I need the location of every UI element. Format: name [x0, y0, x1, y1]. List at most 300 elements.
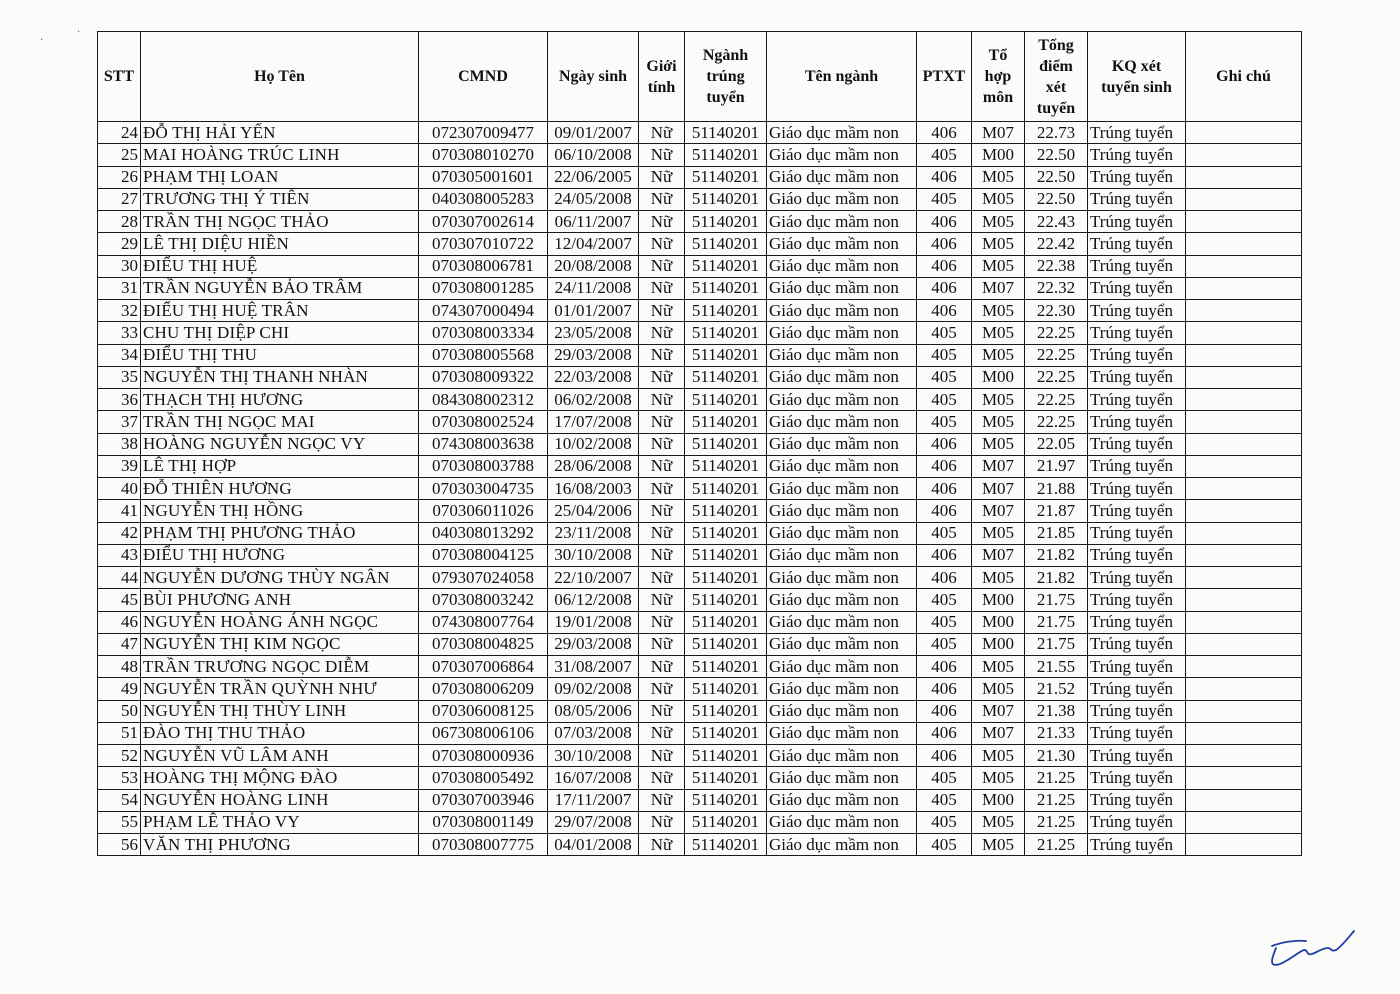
note-cell	[1186, 389, 1302, 411]
note-cell	[1186, 144, 1302, 166]
result-cell: Trúng tuyển	[1088, 611, 1186, 633]
note-cell	[1186, 433, 1302, 455]
total-score-cell: 21.82	[1025, 567, 1088, 589]
header-ghi-chu: Ghi chú	[1186, 32, 1302, 122]
cmnd-cell: 070307002614	[419, 211, 548, 233]
cmnd-cell: 070306011026	[419, 500, 548, 522]
total-score-cell: 22.25	[1025, 389, 1088, 411]
stt-cell: 52	[98, 745, 141, 767]
stt-cell: 32	[98, 300, 141, 322]
total-score-cell: 22.73	[1025, 122, 1088, 144]
name-cell: NGUYỄN THỊ HỒNG	[141, 500, 419, 522]
major-name-cell: Giáo dục mầm non	[767, 300, 917, 322]
birthdate-cell: 01/01/2007	[548, 300, 639, 322]
cmnd-cell: 070307003946	[419, 789, 548, 811]
subject-combo-cell: M07	[972, 722, 1025, 744]
note-cell	[1186, 522, 1302, 544]
result-cell: Trúng tuyển	[1088, 567, 1186, 589]
subject-combo-cell: M05	[972, 656, 1025, 678]
gender-cell: Nữ	[639, 745, 685, 767]
gender-cell: Nữ	[639, 122, 685, 144]
header-nganh-trung-tuyen: Ngành trúng tuyển	[685, 32, 767, 122]
gender-cell: Nữ	[639, 366, 685, 388]
note-cell	[1186, 633, 1302, 655]
major-name-cell: Giáo dục mầm non	[767, 455, 917, 477]
ptxt-cell: 405	[917, 322, 972, 344]
note-cell	[1186, 589, 1302, 611]
total-score-cell: 21.25	[1025, 811, 1088, 833]
name-cell: ĐIỂU THỊ HUỆ TRÂN	[141, 300, 419, 322]
birthdate-cell: 31/08/2007	[548, 656, 639, 678]
cmnd-cell: 070308006209	[419, 678, 548, 700]
subject-combo-cell: M07	[972, 544, 1025, 566]
note-cell	[1186, 188, 1302, 210]
note-cell	[1186, 567, 1302, 589]
note-cell	[1186, 544, 1302, 566]
name-cell: ĐIỂU THỊ HUỆ	[141, 255, 419, 277]
stt-cell: 37	[98, 411, 141, 433]
birthdate-cell: 09/01/2007	[548, 122, 639, 144]
note-cell	[1186, 411, 1302, 433]
birthdate-cell: 25/04/2006	[548, 500, 639, 522]
table-row	[98, 166, 1302, 188]
total-score-cell: 22.50	[1025, 144, 1088, 166]
note-cell	[1186, 834, 1302, 856]
subject-combo-cell: M07	[972, 700, 1025, 722]
note-cell	[1186, 500, 1302, 522]
name-cell: HOÀNG THỊ MỘNG ĐÀO	[141, 767, 419, 789]
birthdate-cell: 23/11/2008	[548, 522, 639, 544]
stt-cell: 54	[98, 789, 141, 811]
major-name-cell: Giáo dục mầm non	[767, 277, 917, 299]
subject-combo-cell: M05	[972, 233, 1025, 255]
table-row	[98, 144, 1302, 166]
table-row	[98, 589, 1302, 611]
total-score-cell: 22.30	[1025, 300, 1088, 322]
table-row	[98, 344, 1302, 366]
major-name-cell: Giáo dục mầm non	[767, 611, 917, 633]
major-name-cell: Giáo dục mầm non	[767, 633, 917, 655]
stt-cell: 27	[98, 188, 141, 210]
note-cell	[1186, 678, 1302, 700]
name-cell: ĐỖ THỊ HẢI YẾN	[141, 122, 419, 144]
header-ngay-sinh: Ngày sinh	[548, 32, 639, 122]
note-cell	[1186, 478, 1302, 500]
table-row	[98, 611, 1302, 633]
birthdate-cell: 24/11/2008	[548, 277, 639, 299]
note-cell	[1186, 611, 1302, 633]
ptxt-cell: 405	[917, 589, 972, 611]
note-cell	[1186, 455, 1302, 477]
major-code-cell: 51140201	[685, 767, 767, 789]
table-row	[98, 522, 1302, 544]
major-name-cell: Giáo dục mầm non	[767, 344, 917, 366]
note-cell	[1186, 233, 1302, 255]
major-code-cell: 51140201	[685, 411, 767, 433]
header-kq-xet-tuyen: KQ xét tuyển sinh	[1088, 32, 1186, 122]
table-row	[98, 478, 1302, 500]
birthdate-cell: 12/04/2007	[548, 233, 639, 255]
cmnd-cell: 040308013292	[419, 522, 548, 544]
table-row	[98, 433, 1302, 455]
birthdate-cell: 17/07/2008	[548, 411, 639, 433]
cmnd-cell: 070308005568	[419, 344, 548, 366]
table-row	[98, 255, 1302, 277]
stt-cell: 26	[98, 166, 141, 188]
subject-combo-cell: M05	[972, 433, 1025, 455]
major-name-cell: Giáo dục mầm non	[767, 389, 917, 411]
ptxt-cell: 406	[917, 233, 972, 255]
major-name-cell: Giáo dục mầm non	[767, 433, 917, 455]
gender-cell: Nữ	[639, 277, 685, 299]
header-ptxt: PTXT	[917, 32, 972, 122]
birthdate-cell: 16/07/2008	[548, 767, 639, 789]
birthdate-cell: 29/03/2008	[548, 633, 639, 655]
total-score-cell: 21.30	[1025, 745, 1088, 767]
major-name-cell: Giáo dục mầm non	[767, 834, 917, 856]
major-name-cell: Giáo dục mầm non	[767, 789, 917, 811]
major-code-cell: 51140201	[685, 678, 767, 700]
gender-cell: Nữ	[639, 722, 685, 744]
name-cell: PHẠM LÊ THẢO VY	[141, 811, 419, 833]
note-cell	[1186, 700, 1302, 722]
major-code-cell: 51140201	[685, 656, 767, 678]
note-cell	[1186, 255, 1302, 277]
birthdate-cell: 04/01/2008	[548, 834, 639, 856]
stt-cell: 29	[98, 233, 141, 255]
birthdate-cell: 19/01/2008	[548, 611, 639, 633]
gender-cell: Nữ	[639, 233, 685, 255]
result-cell: Trúng tuyển	[1088, 188, 1186, 210]
table-row	[98, 834, 1302, 856]
result-cell: Trúng tuyển	[1088, 344, 1186, 366]
name-cell: NGUYỄN VŨ LÂM ANH	[141, 745, 419, 767]
name-cell: NGUYỄN THỊ THANH NHÀN	[141, 366, 419, 388]
table-row	[98, 188, 1302, 210]
header-gioi-tinh: Giới tính	[639, 32, 685, 122]
major-code-cell: 51140201	[685, 122, 767, 144]
gender-cell: Nữ	[639, 767, 685, 789]
subject-combo-cell: M07	[972, 478, 1025, 500]
total-score-cell: 21.82	[1025, 544, 1088, 566]
major-name-cell: Giáo dục mầm non	[767, 322, 917, 344]
stt-cell: 43	[98, 544, 141, 566]
stt-cell: 31	[98, 277, 141, 299]
subject-combo-cell: M00	[972, 144, 1025, 166]
subject-combo-cell: M05	[972, 834, 1025, 856]
result-cell: Trúng tuyển	[1088, 656, 1186, 678]
major-code-cell: 51140201	[685, 433, 767, 455]
header-ten-nganh: Tên ngành	[767, 32, 917, 122]
major-code-cell: 51140201	[685, 233, 767, 255]
result-cell: Trúng tuyển	[1088, 300, 1186, 322]
header-to-hop-mon: Tổ hợp môn	[972, 32, 1025, 122]
major-code-cell: 51140201	[685, 611, 767, 633]
major-name-cell: Giáo dục mầm non	[767, 166, 917, 188]
total-score-cell: 22.25	[1025, 411, 1088, 433]
result-cell: Trúng tuyển	[1088, 455, 1186, 477]
name-cell: TRẦN NGUYỄN BẢO TRÂM	[141, 277, 419, 299]
ptxt-cell: 406	[917, 455, 972, 477]
table-row	[98, 411, 1302, 433]
major-code-cell: 51140201	[685, 344, 767, 366]
gender-cell: Nữ	[639, 656, 685, 678]
birthdate-cell: 22/10/2007	[548, 567, 639, 589]
result-cell: Trúng tuyển	[1088, 500, 1186, 522]
total-score-cell: 21.25	[1025, 834, 1088, 856]
birthdate-cell: 22/03/2008	[548, 366, 639, 388]
stt-cell: 42	[98, 522, 141, 544]
subject-combo-cell: M05	[972, 567, 1025, 589]
major-name-cell: Giáo dục mầm non	[767, 544, 917, 566]
ptxt-cell: 406	[917, 122, 972, 144]
birthdate-cell: 20/08/2008	[548, 255, 639, 277]
gender-cell: Nữ	[639, 389, 685, 411]
cmnd-cell: 070308003242	[419, 589, 548, 611]
cmnd-cell: 070307006864	[419, 656, 548, 678]
total-score-cell: 21.25	[1025, 767, 1088, 789]
gender-cell: Nữ	[639, 789, 685, 811]
stt-cell: 41	[98, 500, 141, 522]
stt-cell: 51	[98, 722, 141, 744]
gender-cell: Nữ	[639, 500, 685, 522]
subject-combo-cell: M07	[972, 122, 1025, 144]
gender-cell: Nữ	[639, 344, 685, 366]
gender-cell: Nữ	[639, 522, 685, 544]
table-row	[98, 811, 1302, 833]
name-cell: MAI HOÀNG TRÚC LINH	[141, 144, 419, 166]
note-cell	[1186, 211, 1302, 233]
ptxt-cell: 406	[917, 700, 972, 722]
ptxt-cell: 406	[917, 255, 972, 277]
ptxt-cell: 406	[917, 722, 972, 744]
cmnd-cell: 074308007764	[419, 611, 548, 633]
major-code-cell: 51140201	[685, 745, 767, 767]
major-name-cell: Giáo dục mầm non	[767, 188, 917, 210]
birthdate-cell: 30/10/2008	[548, 745, 639, 767]
birthdate-cell: 06/02/2008	[548, 389, 639, 411]
ptxt-cell: 405	[917, 144, 972, 166]
stt-cell: 25	[98, 144, 141, 166]
gender-cell: Nữ	[639, 144, 685, 166]
table-row	[98, 389, 1302, 411]
stt-cell: 30	[98, 255, 141, 277]
stt-cell: 49	[98, 678, 141, 700]
major-code-cell: 51140201	[685, 567, 767, 589]
major-name-cell: Giáo dục mầm non	[767, 122, 917, 144]
subject-combo-cell: M05	[972, 211, 1025, 233]
major-code-cell: 51140201	[685, 500, 767, 522]
birthdate-cell: 22/06/2005	[548, 166, 639, 188]
stt-cell: 48	[98, 656, 141, 678]
major-code-cell: 51140201	[685, 455, 767, 477]
subject-combo-cell: M05	[972, 767, 1025, 789]
birthdate-cell: 29/07/2008	[548, 811, 639, 833]
subject-combo-cell: M05	[972, 522, 1025, 544]
total-score-cell: 21.85	[1025, 522, 1088, 544]
note-cell	[1186, 745, 1302, 767]
subject-combo-cell: M00	[972, 589, 1025, 611]
note-cell	[1186, 366, 1302, 388]
name-cell: TRƯƠNG THỊ Ý TIÊN	[141, 188, 419, 210]
gender-cell: Nữ	[639, 811, 685, 833]
major-name-cell: Giáo dục mầm non	[767, 478, 917, 500]
ptxt-cell: 406	[917, 211, 972, 233]
name-cell: ĐIỂU THỊ HƯƠNG	[141, 544, 419, 566]
stt-cell: 28	[98, 211, 141, 233]
total-score-cell: 22.05	[1025, 433, 1088, 455]
name-cell: NGUYỄN THỊ THÙY LINH	[141, 700, 419, 722]
stt-cell: 56	[98, 834, 141, 856]
result-cell: Trúng tuyển	[1088, 789, 1186, 811]
result-cell: Trúng tuyển	[1088, 366, 1186, 388]
table-row	[98, 745, 1302, 767]
subject-combo-cell: M05	[972, 322, 1025, 344]
cmnd-cell: 070308001285	[419, 277, 548, 299]
cmnd-cell: 070303004735	[419, 478, 548, 500]
cmnd-cell: 079307024058	[419, 567, 548, 589]
gender-cell: Nữ	[639, 166, 685, 188]
stt-cell: 50	[98, 700, 141, 722]
name-cell: TRẦN THỊ NGỌC MAI	[141, 411, 419, 433]
major-name-cell: Giáo dục mầm non	[767, 567, 917, 589]
table-row	[98, 122, 1302, 144]
birthdate-cell: 08/05/2006	[548, 700, 639, 722]
name-cell: VĂN THỊ PHƯƠNG	[141, 834, 419, 856]
major-name-cell: Giáo dục mầm non	[767, 656, 917, 678]
birthdate-cell: 10/02/2008	[548, 433, 639, 455]
header-stt: STT	[98, 32, 141, 122]
subject-combo-cell: M07	[972, 500, 1025, 522]
total-score-cell: 21.25	[1025, 789, 1088, 811]
header-row	[98, 32, 1302, 122]
total-score-cell: 21.55	[1025, 656, 1088, 678]
stt-cell: 46	[98, 611, 141, 633]
ptxt-cell: 405	[917, 767, 972, 789]
major-name-cell: Giáo dục mầm non	[767, 366, 917, 388]
major-code-cell: 51140201	[685, 322, 767, 344]
stt-cell: 44	[98, 567, 141, 589]
major-code-cell: 51140201	[685, 544, 767, 566]
note-cell	[1186, 322, 1302, 344]
name-cell: TRẦN THỊ NGỌC THẢO	[141, 211, 419, 233]
table-row	[98, 722, 1302, 744]
note-cell	[1186, 811, 1302, 833]
major-code-cell: 51140201	[685, 389, 767, 411]
result-cell: Trúng tuyển	[1088, 478, 1186, 500]
ptxt-cell: 405	[917, 366, 972, 388]
stt-cell: 45	[98, 589, 141, 611]
subject-combo-cell: M05	[972, 300, 1025, 322]
total-score-cell: 22.25	[1025, 322, 1088, 344]
major-code-cell: 51140201	[685, 255, 767, 277]
major-code-cell: 51140201	[685, 478, 767, 500]
subject-combo-cell: M05	[972, 344, 1025, 366]
stt-cell: 47	[98, 633, 141, 655]
cmnd-cell: 070307010722	[419, 233, 548, 255]
result-cell: Trúng tuyển	[1088, 144, 1186, 166]
major-code-cell: 51140201	[685, 633, 767, 655]
note-cell	[1186, 722, 1302, 744]
stt-cell: 39	[98, 455, 141, 477]
ptxt-cell: 406	[917, 500, 972, 522]
total-score-cell: 21.88	[1025, 478, 1088, 500]
gender-cell: Nữ	[639, 589, 685, 611]
major-code-cell: 51140201	[685, 188, 767, 210]
table-row	[98, 300, 1302, 322]
table-row	[98, 455, 1302, 477]
birthdate-cell: 06/11/2007	[548, 211, 639, 233]
cmnd-cell: 070308001149	[419, 811, 548, 833]
note-cell	[1186, 166, 1302, 188]
scan-speck: ·	[40, 35, 44, 46]
ptxt-cell: 405	[917, 522, 972, 544]
note-cell	[1186, 767, 1302, 789]
result-cell: Trúng tuyển	[1088, 389, 1186, 411]
stt-cell: 35	[98, 366, 141, 388]
ptxt-cell: 406	[917, 166, 972, 188]
major-name-cell: Giáo dục mầm non	[767, 411, 917, 433]
table-row	[98, 500, 1302, 522]
cmnd-cell: 070308003788	[419, 455, 548, 477]
total-score-cell: 22.50	[1025, 166, 1088, 188]
note-cell	[1186, 656, 1302, 678]
ptxt-cell: 405	[917, 811, 972, 833]
ptxt-cell: 406	[917, 277, 972, 299]
cmnd-cell: 074307000494	[419, 300, 548, 322]
cmnd-cell: 084308002312	[419, 389, 548, 411]
table-row	[98, 700, 1302, 722]
result-cell: Trúng tuyển	[1088, 811, 1186, 833]
ptxt-cell: 405	[917, 344, 972, 366]
birthdate-cell: 07/03/2008	[548, 722, 639, 744]
gender-cell: Nữ	[639, 455, 685, 477]
cmnd-cell: 070308002524	[419, 411, 548, 433]
major-name-cell: Giáo dục mầm non	[767, 522, 917, 544]
ptxt-cell: 405	[917, 834, 972, 856]
major-name-cell: Giáo dục mầm non	[767, 211, 917, 233]
major-name-cell: Giáo dục mầm non	[767, 589, 917, 611]
subject-combo-cell: M00	[972, 611, 1025, 633]
ptxt-cell: 405	[917, 411, 972, 433]
total-score-cell: 21.52	[1025, 678, 1088, 700]
name-cell: BÙI PHƯƠNG ANH	[141, 589, 419, 611]
note-cell	[1186, 277, 1302, 299]
name-cell: NGUYỄN HOÀNG LINH	[141, 789, 419, 811]
stt-cell: 38	[98, 433, 141, 455]
birthdate-cell: 09/02/2008	[548, 678, 639, 700]
major-name-cell: Giáo dục mầm non	[767, 811, 917, 833]
table-row	[98, 767, 1302, 789]
table-row	[98, 633, 1302, 655]
total-score-cell: 22.32	[1025, 277, 1088, 299]
major-code-cell: 51140201	[685, 811, 767, 833]
subject-combo-cell: M07	[972, 455, 1025, 477]
subject-combo-cell: M05	[972, 745, 1025, 767]
note-cell	[1186, 344, 1302, 366]
major-code-cell: 51140201	[685, 700, 767, 722]
stt-cell: 36	[98, 389, 141, 411]
result-cell: Trúng tuyển	[1088, 255, 1186, 277]
note-cell	[1186, 122, 1302, 144]
subject-combo-cell: M05	[972, 166, 1025, 188]
major-code-cell: 51140201	[685, 166, 767, 188]
major-name-cell: Giáo dục mầm non	[767, 700, 917, 722]
name-cell: THẠCH THỊ HƯƠNG	[141, 389, 419, 411]
stt-cell: 55	[98, 811, 141, 833]
gender-cell: Nữ	[639, 678, 685, 700]
major-code-cell: 51140201	[685, 789, 767, 811]
